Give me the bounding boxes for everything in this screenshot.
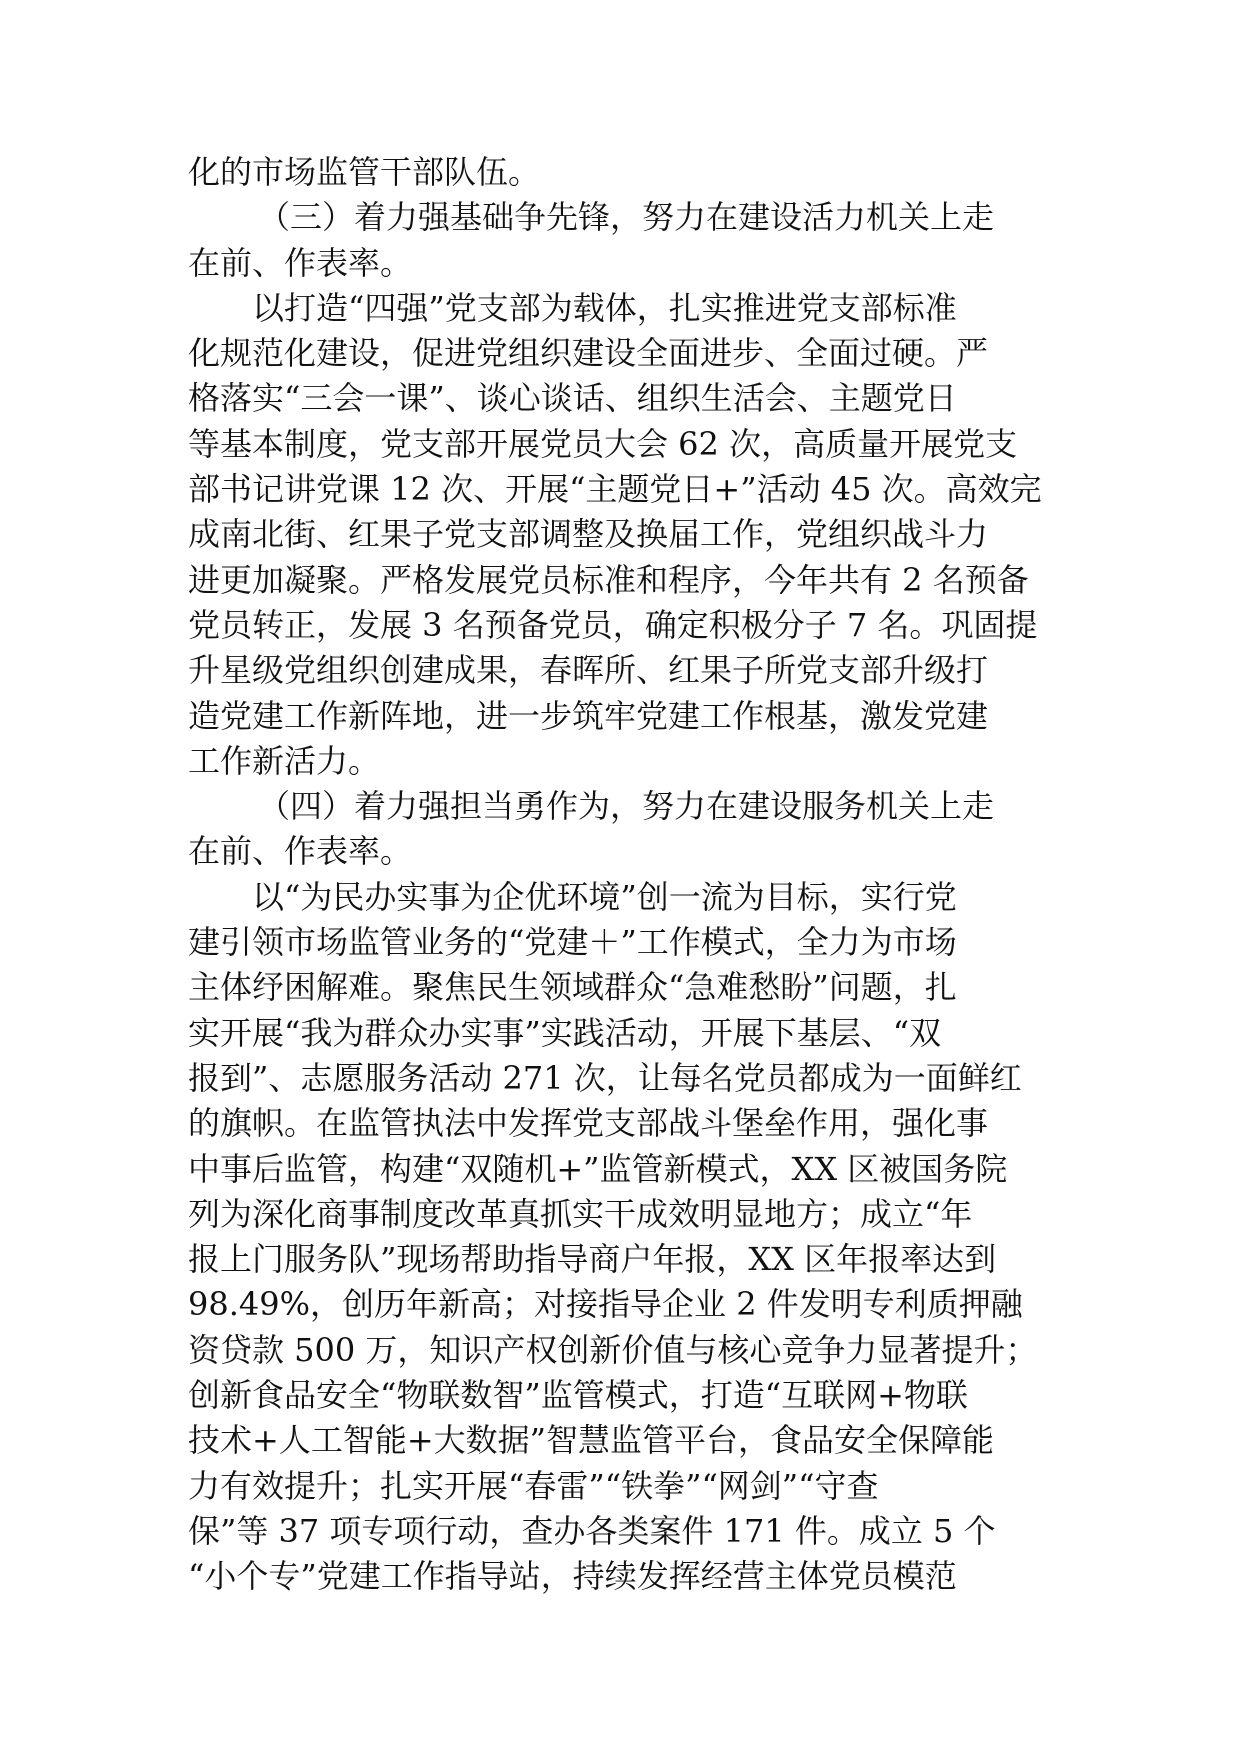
text-line: 资贷款 500 万，知识产权创新价值与核心竞争力显著提升； [188, 1330, 1038, 1369]
text-line: 的旗帜。在监管执法中发挥党支部战斗堡垒作用，强化事 [188, 1104, 989, 1143]
text-line: 在前、作表率。 [188, 243, 413, 282]
text-line: 在前、作表率。 [188, 832, 413, 871]
text-line: 报上门服务队”现场帮助指导商户年报，XX 区年报率达到 [188, 1240, 997, 1279]
paragraph-start: 以“为民办实事为企优环境”创一流为目标，实行党 [252, 877, 957, 916]
text-line: 98.49%，创历年新高；对接指导企业 2 件发明专利质押融 [188, 1285, 1023, 1324]
text-line: 建引领市场监管业务的“党建＋”工作模式，全力为市场 [188, 923, 957, 962]
text-line: 成南北街、红果子党支部调整及换届工作，党组织战斗力 [188, 515, 989, 554]
text-line: “小个专”党建工作指导站，持续发挥经营主体党员模范 [188, 1557, 957, 1596]
text-line: 升星级党组织创建成果，春晖所、红果子所党支部升级打 [188, 651, 989, 690]
text-line: 列为深化商事制度改革真抓实干成效明显地方；成立“年 [188, 1194, 973, 1233]
text-line: 格落实“三会一课”、谈心谈话、组织生活会、主题党日 [188, 379, 957, 418]
text-line: 力有效提升；扎实开展“春雷”“铁拳”“网剑”“守查 [188, 1466, 879, 1505]
text-line: 保”等 37 项专项行动，查办各类案件 171 件。成立 5 个 [188, 1511, 996, 1550]
text-line: 主体纾困解难。聚焦民生领域群众“急难愁盼”问题，扎 [188, 968, 957, 1007]
text-line: 等基本制度，党支部开展党员大会 62 次，高质量开展党支 [188, 424, 1018, 463]
section-heading-3: （三）着力强基础争先锋，努力在建设活力机关上走 [258, 198, 995, 237]
document-body [188, 150, 1058, 1600]
text-line: 化规范化建设，促进党组织建设全面进步、全面过硬。严 [188, 334, 989, 373]
text-line: 技术+人工智能+大数据”智慧监管平台，食品安全保障能 [188, 1421, 994, 1460]
section-heading-4: （四）着力强担当勇作为，努力在建设服务机关上走 [258, 787, 995, 826]
text-line: 创新食品安全“物联数智”监管模式，打造“互联网+物联 [188, 1376, 968, 1415]
text-line: 实开展“我为群众办实事”实践活动，开展下基层、“双 [188, 1013, 942, 1052]
text-line: 报到”、志愿服务活动 271 次，让每名党员都成为一面鲜红 [188, 1058, 1022, 1097]
text-line: 中事后监管，构建“双随机+”监管新模式，XX 区被国务院 [188, 1149, 1008, 1188]
text-line: 党员转正，发展 3 名预备党员，确定积极分子 7 名。巩固提 [188, 605, 1038, 644]
text-line: 化的市场监管干部队伍。 [188, 153, 541, 191]
text-line: 工作新活力。 [188, 741, 381, 780]
text-line: 部书记讲党课 12 次、开展“主题党日+”活动 45 次。高效完 [188, 470, 1042, 509]
paragraph-start: 以打造“四强”党支部为载体，扎实推进党支部标准 [252, 288, 957, 327]
text-line: 进更加凝聚。严格发展党员标准和程序，今年共有 2 名预备 [188, 560, 1029, 599]
text-line: 造党建工作新阵地，进一步筑牢党建工作根基，激发党建 [188, 696, 989, 735]
